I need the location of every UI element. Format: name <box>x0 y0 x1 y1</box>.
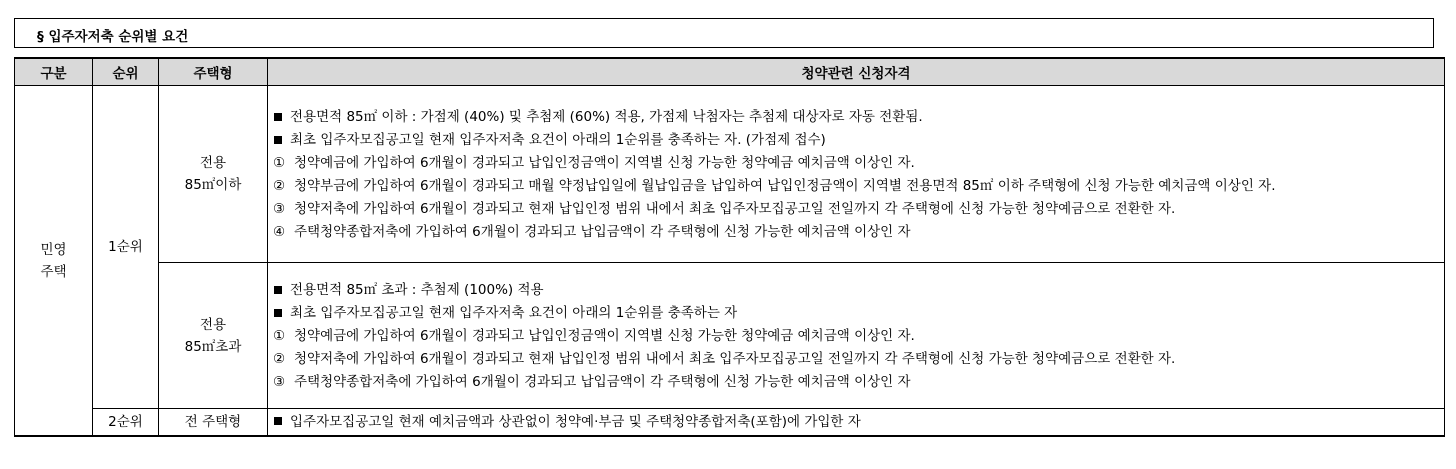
category-line-2: 주택 <box>40 263 67 280</box>
over-85-conditions <box>268 263 1445 409</box>
type-under-cell <box>159 86 268 263</box>
type-over-line-2: 85㎡초과 <box>184 338 242 355</box>
list-item: ① 청약예금에 가입하여 6개월이 경과되고 납입인정금액이 지역별 신청 가능한 청약예금 예치금액 이상인 자. <box>272 328 915 344</box>
list-item: 전용면적 85㎡ 이하 : 가점제 (40%) 및 추첨제 (60%) 적용, 가점제 낙첨자는 추첨제 대상자로 자동 전환됨. <box>268 106 1444 129</box>
header-rank: 순위 <box>93 58 159 86</box>
table-header-row <box>15 58 1445 86</box>
header-category: 구분 <box>15 58 93 86</box>
list-item: 최초 입주자모집공고일 현재 입주자저축 요건이 아래의 1순위를 충족하는 자. (가점제 접수) <box>268 129 1444 152</box>
list-item: 최초 입주자모집공고일 현재 입주자저축 요건이 아래의 1순위를 충족하는 자 <box>268 302 1444 325</box>
type-over-cell <box>159 263 268 409</box>
section-title-box <box>14 18 1434 48</box>
type-all-cell: 전 주택형 <box>159 409 268 437</box>
square-bullet-icon <box>274 309 282 317</box>
list-item: ③ 청약저축에 가입하여 6개월이 경과되고 현재 납입인정 범위 내에서 최초 입주자모집공고일 전일까지 각 주택형에 신청 가능한 청약예금으로 전환한 자. <box>272 201 1176 217</box>
eligibility-table <box>14 57 1445 437</box>
category-cell <box>15 86 93 437</box>
table-row <box>15 409 1445 437</box>
table-row <box>15 263 1445 409</box>
rank2-cell: 2순위 <box>93 409 159 437</box>
rank2-conditions <box>268 409 1445 437</box>
square-bullet-icon <box>274 286 282 294</box>
list-item: ① 청약예금에 가입하여 6개월이 경과되고 납입인정금액이 지역별 신청 가능한 청약예금 예치금액 이상인 자. <box>272 155 915 171</box>
list-item: 전용면적 85㎡ 초과 : 추첨제 (100%) 적용 <box>268 279 1444 302</box>
header-housing-type: 주택형 <box>159 58 268 86</box>
category-line-1: 민영 <box>40 241 67 258</box>
square-bullet-icon <box>274 136 282 144</box>
type-over-line-1: 전용 <box>199 316 227 333</box>
under-85-conditions <box>268 86 1445 263</box>
type-under-line-2: 85㎡이하 <box>184 177 242 193</box>
list-item: ④ 주택청약종합저축에 가입하여 6개월이 경과되고 납입금액이 각 주택형에 신청 가능한 예치금액 이상인 자 <box>272 224 911 240</box>
section-title: § 입주자저축 순위별 요건 <box>37 29 189 45</box>
list-item: ② 청약부금에 가입하여 6개월이 경과되고 매월 약정납입일에 월납입금을 납입하여 납입인정금액이 지역별 전용면적 85㎡ 이하 주택형에 신청 가능한 예치금액 이상인 자. <box>272 178 1276 194</box>
header-qualification: 청약관련 신청자격 <box>268 58 1445 86</box>
rank1-cell: 1순위 <box>93 86 159 409</box>
list-item: ③ 주택청약종합저축에 가입하여 6개월이 경과되고 납입금액이 각 주택형에 신청 가능한 예치금액 이상인 자 <box>272 374 911 390</box>
square-bullet-icon <box>274 417 282 425</box>
type-under-line-1: 전용 <box>199 155 227 171</box>
list-item: 입주자모집공고일 현재 예치금액과 상관없이 청약예·부금 및 주택청약종합저축(포함)에 가입한 자 <box>268 411 1444 434</box>
list-item: ② 청약저축에 가입하여 6개월이 경과되고 현재 납입인정 범위 내에서 최초 입주자모집공고일 전일까지 각 주택형에 신청 가능한 청약예금으로 전환한 자. <box>272 351 1176 367</box>
square-bullet-icon <box>274 113 282 121</box>
table-row <box>15 86 1445 263</box>
